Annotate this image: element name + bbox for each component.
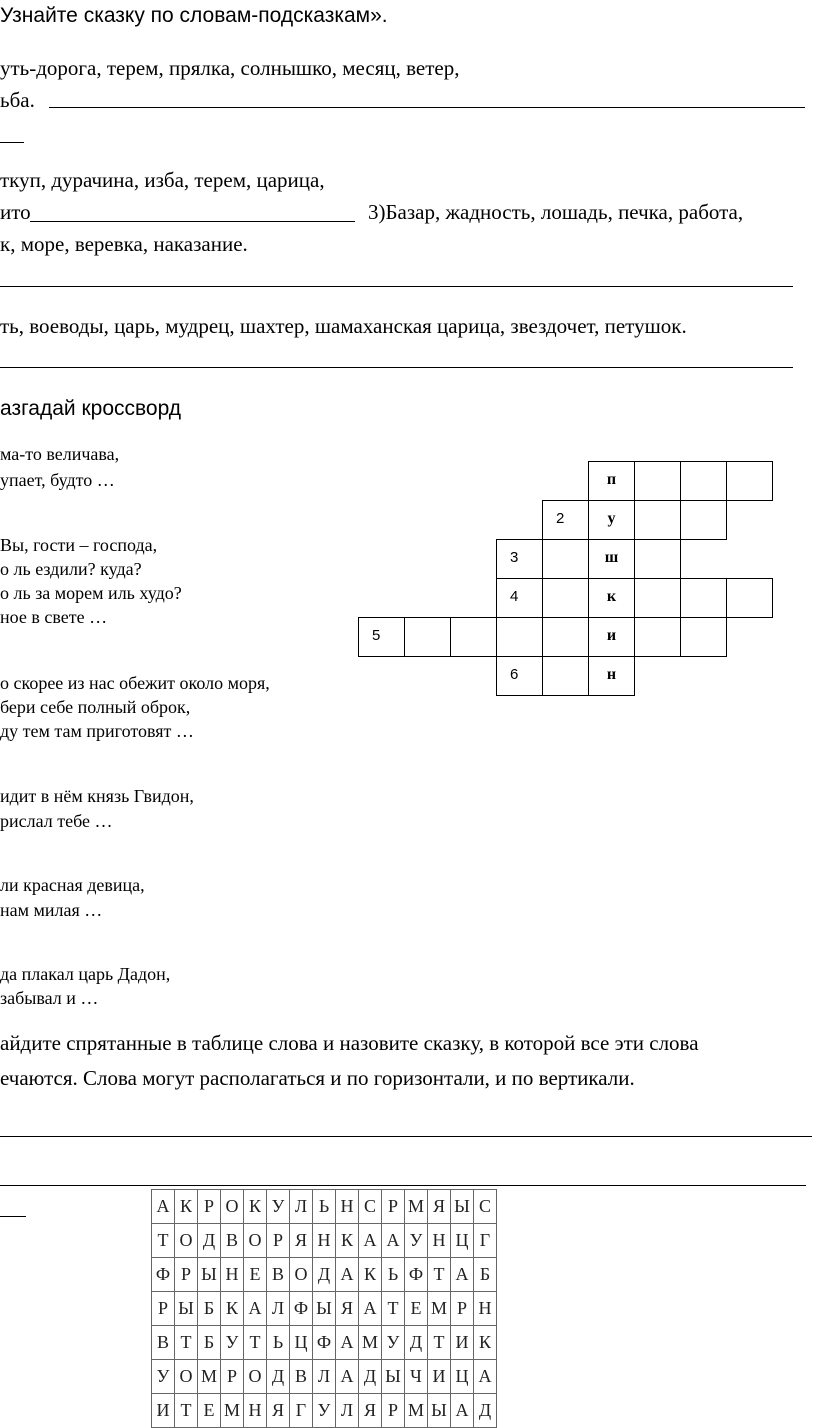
hint-line: к, море, веревка, наказание.: [0, 232, 248, 256]
wordsearch-cell[interactable]: О: [244, 1360, 267, 1394]
clue-line: забывал и …: [0, 988, 99, 1008]
crossword-cell[interactable]: [542, 539, 589, 579]
wordsearch-cell[interactable]: О: [221, 1190, 244, 1224]
wordsearch-instruction: айдите спрятанные в таблице слова и назовите сказку, в которой все эти слова: [0, 1031, 699, 1055]
crossword-cell[interactable]: [634, 500, 681, 540]
wordsearch-cell[interactable]: Ц: [451, 1360, 474, 1394]
wordsearch-cell[interactable]: М: [405, 1190, 428, 1224]
wordsearch-cell[interactable]: Г: [474, 1224, 497, 1258]
wordsearch-cell[interactable]: О: [175, 1224, 198, 1258]
crossword-key-letter: ш: [604, 549, 619, 566]
crossword-key-letter: п: [606, 471, 617, 488]
crossword-cell[interactable]: [450, 617, 497, 657]
crossword-cell[interactable]: [588, 578, 635, 618]
wordsearch-cell[interactable]: Д: [405, 1326, 428, 1360]
wordsearch-cell[interactable]: Т: [175, 1326, 198, 1360]
wordsearch-cell[interactable]: О: [175, 1360, 198, 1394]
clue-line: Вы, гости – господа,: [0, 535, 158, 555]
wordsearch-cell[interactable]: Ц: [290, 1326, 313, 1360]
wordsearch-cell[interactable]: Т: [152, 1224, 175, 1258]
clue-line: ли красная девица,: [0, 875, 145, 895]
wordsearch-cell[interactable]: У: [313, 1394, 336, 1428]
clue-line: ное в свете …: [0, 607, 108, 627]
crossword-key-letter: у: [607, 510, 616, 527]
wordsearch-table: [151, 1189, 497, 1428]
wordsearch-cell[interactable]: В: [152, 1326, 175, 1360]
crossword-cell[interactable]: [634, 578, 681, 618]
wordsearch-cell[interactable]: К: [336, 1224, 359, 1258]
crossword-cell[interactable]: [634, 617, 681, 657]
crossword-clue-number: 6: [510, 666, 519, 683]
wordsearch-cell[interactable]: Д: [313, 1258, 336, 1292]
wordsearch-cell[interactable]: Р: [451, 1292, 474, 1326]
wordsearch-cell[interactable]: Р: [267, 1224, 290, 1258]
wordsearch-cell[interactable]: Я: [290, 1224, 313, 1258]
wordsearch-cell[interactable]: Я: [336, 1292, 359, 1326]
hint-line: ьба.: [0, 88, 35, 112]
wordsearch-cell[interactable]: Б: [474, 1258, 497, 1292]
wordsearch-cell[interactable]: Ы: [175, 1292, 198, 1326]
wordsearch-cell[interactable]: Р: [175, 1258, 198, 1292]
clue-line: нам милая …: [0, 900, 103, 920]
crossword-cell[interactable]: [588, 461, 635, 501]
crossword-cell[interactable]: [634, 539, 681, 579]
clue-line: ду тем там приготовят …: [0, 721, 194, 741]
wordsearch-cell[interactable]: О: [244, 1224, 267, 1258]
wordsearch-cell[interactable]: Т: [175, 1394, 198, 1428]
crossword-cell[interactable]: [496, 617, 543, 657]
wordsearch-cell[interactable]: Ы: [451, 1190, 474, 1224]
crossword-cell[interactable]: [680, 461, 727, 501]
answer-line[interactable]: [0, 1136, 812, 1137]
wordsearch-cell[interactable]: А: [336, 1360, 359, 1394]
clue-line: да плакал царь Дадон,: [0, 964, 171, 984]
hint-line: ткуп, дурачина, изба, терем, царица,: [0, 168, 325, 192]
wordsearch-cell[interactable]: М: [405, 1394, 428, 1428]
wordsearch-row: [152, 1190, 497, 1224]
wordsearch-cell[interactable]: Ф: [405, 1258, 428, 1292]
crossword-cell[interactable]: [404, 617, 451, 657]
wordsearch-cell[interactable]: Д: [474, 1394, 497, 1428]
wordsearch-cell[interactable]: Б: [198, 1292, 221, 1326]
crossword-cell[interactable]: [542, 578, 589, 618]
wordsearch-cell[interactable]: К: [221, 1292, 244, 1326]
wordsearch-cell[interactable]: И: [451, 1326, 474, 1360]
wordsearch-row: [152, 1394, 497, 1428]
wordsearch-cell[interactable]: Т: [244, 1326, 267, 1360]
wordsearch-cell[interactable]: Е: [198, 1394, 221, 1428]
crossword-cell[interactable]: [496, 539, 543, 579]
crossword-title: азгадай кроссворд: [0, 397, 182, 420]
wordsearch-row: [152, 1326, 497, 1360]
wordsearch-cell[interactable]: Ы: [313, 1292, 336, 1326]
clue-line: ма-то величава,: [0, 444, 120, 464]
clue-line: о ль ездили? куда?: [0, 559, 142, 579]
crossword-cell[interactable]: [588, 617, 635, 657]
wordsearch-cell[interactable]: К: [244, 1190, 267, 1224]
wordsearch-cell[interactable]: Т: [382, 1292, 405, 1326]
wordsearch-cell[interactable]: Я: [267, 1394, 290, 1428]
wordsearch-row: [152, 1292, 497, 1326]
wordsearch-cell[interactable]: Д: [359, 1360, 382, 1394]
crossword-cell[interactable]: [542, 617, 589, 657]
crossword-key-letter: и: [606, 627, 617, 644]
clue-line: о скорее из нас обежит около моря,: [0, 673, 270, 693]
crossword-key-letter: н: [606, 666, 617, 683]
wordsearch-row: [152, 1360, 497, 1394]
crossword-clue-number: 3: [510, 549, 519, 566]
answer-line[interactable]: [0, 367, 793, 368]
hint-line: уть-дорога, терем, прялка, солнышко, месяц, ветер,: [0, 56, 460, 80]
wordsearch-cell[interactable]: Ь: [382, 1258, 405, 1292]
wordsearch-cell[interactable]: А: [451, 1394, 474, 1428]
wordsearch-cell[interactable]: У: [221, 1326, 244, 1360]
wordsearch-cell[interactable]: В: [221, 1224, 244, 1258]
clue-line: упает, будто …: [0, 470, 115, 490]
crossword-clue-number: 4: [510, 588, 519, 605]
wordsearch-cell[interactable]: А: [336, 1258, 359, 1292]
wordsearch-cell[interactable]: А: [359, 1224, 382, 1258]
clue-line: о ль за морем иль худо?: [0, 583, 182, 603]
answer-line[interactable]: [0, 1185, 806, 1186]
wordsearch-cell[interactable]: Г: [290, 1394, 313, 1428]
wordsearch-cell[interactable]: Н: [221, 1258, 244, 1292]
wordsearch-cell[interactable]: А: [451, 1258, 474, 1292]
crossword-cell[interactable]: [358, 617, 405, 657]
answer-line[interactable]: [0, 286, 793, 287]
crossword-key-letter: к: [606, 588, 617, 605]
wordsearch-cell[interactable]: К: [175, 1190, 198, 1224]
answer-line[interactable]: [0, 142, 24, 143]
wordsearch-cell[interactable]: Ф: [290, 1292, 313, 1326]
wordsearch-cell[interactable]: Ф: [152, 1258, 175, 1292]
wordsearch-cell[interactable]: Ы: [428, 1394, 451, 1428]
wordsearch-cell[interactable]: Р: [152, 1292, 175, 1326]
wordsearch-cell[interactable]: Я: [359, 1394, 382, 1428]
wordsearch-cell[interactable]: И: [152, 1394, 175, 1428]
wordsearch-cell[interactable]: А: [382, 1224, 405, 1258]
crossword-cell[interactable]: [588, 500, 635, 540]
crossword-cell[interactable]: [680, 500, 727, 540]
crossword-cell[interactable]: [496, 656, 543, 696]
crossword-cell[interactable]: [588, 539, 635, 579]
task-title: Узнайте сказку по словам-подсказкам».: [0, 4, 388, 27]
wordsearch-cell[interactable]: А: [336, 1326, 359, 1360]
wordsearch-instruction: ечаются. Слова могут располагаться и по горизонтали, и по вертикали.: [0, 1066, 635, 1090]
wordsearch-cell[interactable]: Б: [198, 1326, 221, 1360]
crossword-cell[interactable]: [588, 656, 635, 696]
wordsearch-cell[interactable]: Я: [428, 1190, 451, 1224]
wordsearch-cell[interactable]: Л: [313, 1360, 336, 1394]
wordsearch-cell[interactable]: М: [221, 1394, 244, 1428]
wordsearch-cell[interactable]: В: [290, 1360, 313, 1394]
wordsearch-cell[interactable]: К: [359, 1258, 382, 1292]
wordsearch-cell[interactable]: Н: [336, 1190, 359, 1224]
wordsearch-row: [152, 1258, 497, 1292]
wordsearch-cell[interactable]: Н: [244, 1394, 267, 1428]
crossword-clue-number: 5: [372, 627, 381, 644]
wordsearch-cell[interactable]: В: [267, 1258, 290, 1292]
wordsearch-cell[interactable]: Н: [428, 1224, 451, 1258]
wordsearch-cell[interactable]: Ч: [405, 1360, 428, 1394]
wordsearch-cell[interactable]: Л: [336, 1394, 359, 1428]
wordsearch-cell[interactable]: Т: [428, 1258, 451, 1292]
wordsearch-cell[interactable]: К: [474, 1326, 497, 1360]
wordsearch-row: [152, 1224, 497, 1258]
answer-line[interactable]: [30, 221, 355, 222]
wordsearch-cell[interactable]: М: [359, 1326, 382, 1360]
wordsearch-cell[interactable]: Р: [221, 1360, 244, 1394]
hint-line: 3)Базар, жадность, лошадь, печка, работа,: [368, 200, 744, 224]
crossword-cell[interactable]: [680, 617, 727, 657]
wordsearch-cell[interactable]: У: [382, 1326, 405, 1360]
wordsearch-cell[interactable]: Д: [267, 1360, 290, 1394]
wordsearch-cell[interactable]: Л: [290, 1190, 313, 1224]
wordsearch-cell[interactable]: Ы: [382, 1360, 405, 1394]
wordsearch-cell[interactable]: С: [359, 1190, 382, 1224]
wordsearch-cell[interactable]: М: [198, 1360, 221, 1394]
wordsearch-cell[interactable]: И: [428, 1360, 451, 1394]
crossword-cell[interactable]: [496, 578, 543, 618]
wordsearch-cell[interactable]: У: [405, 1224, 428, 1258]
answer-line[interactable]: [0, 1216, 26, 1217]
wordsearch-cell[interactable]: Р: [382, 1190, 405, 1224]
hint-line: ть, воеводы, царь, мудрец, шахтер, шамаханская царица, звездочет, петушок.: [0, 314, 687, 338]
wordsearch-cell[interactable]: Д: [198, 1224, 221, 1258]
hint-line: ито: [0, 200, 31, 224]
wordsearch-cell[interactable]: А: [359, 1292, 382, 1326]
wordsearch-cell[interactable]: О: [290, 1258, 313, 1292]
wordsearch-cell[interactable]: А: [244, 1292, 267, 1326]
wordsearch-cell[interactable]: Е: [244, 1258, 267, 1292]
crossword-cell[interactable]: [726, 578, 773, 618]
clue-line: идит в нём князь Гвидон,: [0, 786, 194, 806]
wordsearch-cell[interactable]: Р: [198, 1190, 221, 1224]
crossword-cell[interactable]: [542, 656, 589, 696]
wordsearch-cell[interactable]: А: [474, 1360, 497, 1394]
crossword-cell[interactable]: [726, 461, 773, 501]
clue-line: бери себе полный оброк,: [0, 697, 191, 717]
wordsearch-cell[interactable]: У: [152, 1360, 175, 1394]
wordsearch-cell[interactable]: Е: [405, 1292, 428, 1326]
wordsearch-cell[interactable]: У: [267, 1190, 290, 1224]
wordsearch-cell[interactable]: А: [152, 1190, 175, 1224]
wordsearch-cell[interactable]: Л: [267, 1292, 290, 1326]
answer-line[interactable]: [49, 107, 805, 108]
wordsearch-cell[interactable]: Н: [474, 1292, 497, 1326]
wordsearch-cell[interactable]: Р: [382, 1394, 405, 1428]
wordsearch-cell[interactable]: М: [428, 1292, 451, 1326]
wordsearch-cell[interactable]: Ц: [451, 1224, 474, 1258]
wordsearch-cell[interactable]: Ь: [313, 1190, 336, 1224]
clue-line: рислал тебе …: [0, 811, 113, 831]
crossword-cell[interactable]: [542, 500, 589, 540]
crossword-cell[interactable]: [680, 578, 727, 618]
wordsearch-cell[interactable]: Ь: [267, 1326, 290, 1360]
wordsearch-cell[interactable]: Н: [313, 1224, 336, 1258]
crossword-cell[interactable]: [634, 461, 681, 501]
crossword-clue-number: 2: [556, 510, 565, 527]
wordsearch-cell[interactable]: Ф: [313, 1326, 336, 1360]
wordsearch-cell[interactable]: Т: [428, 1326, 451, 1360]
wordsearch-cell[interactable]: Ы: [198, 1258, 221, 1292]
wordsearch-cell[interactable]: С: [474, 1190, 497, 1224]
